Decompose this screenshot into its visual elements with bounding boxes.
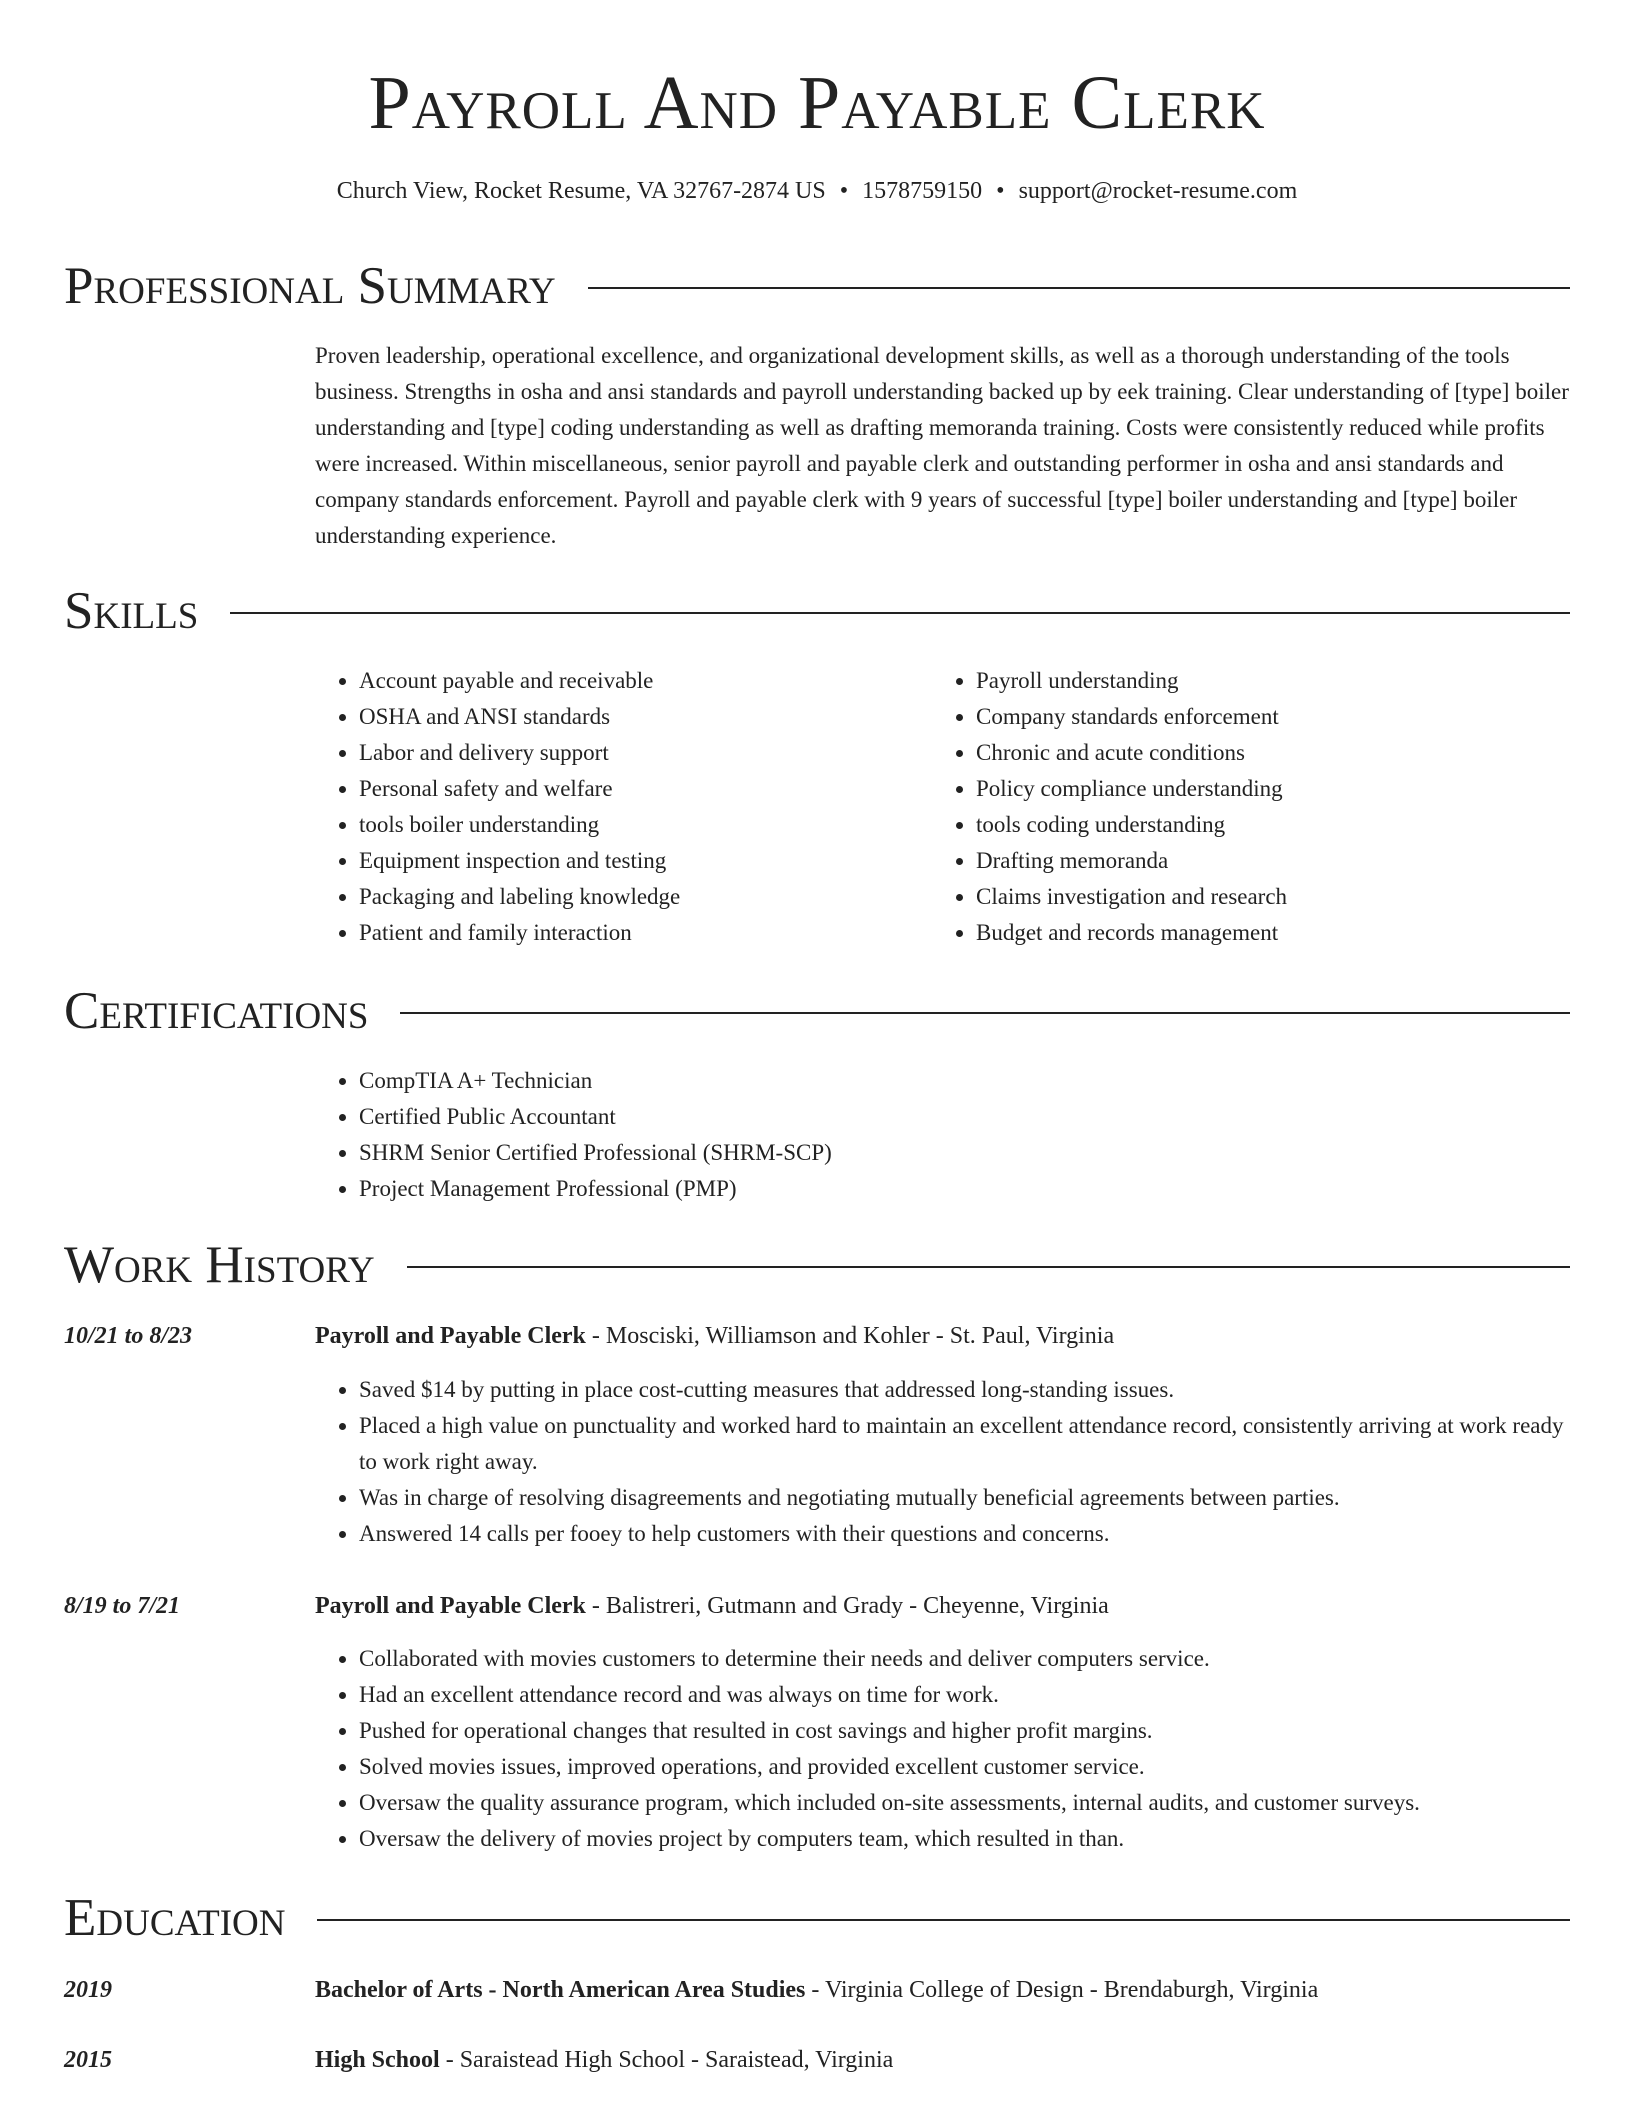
job-dates: 8/19 to 7/21 bbox=[64, 1593, 181, 1619]
contact-address: Church View, Rocket Resume, VA 32767-2874 US bbox=[336, 178, 826, 204]
certifications-section-header bbox=[64, 979, 1570, 1043]
skill-item: • Claims investigation and research bbox=[976, 879, 1549, 915]
certification-item: • Project Management Professional (PMP) bbox=[359, 1171, 1570, 1207]
skill-item: • Equipment inspection and testing bbox=[359, 843, 932, 879]
skill-item: • Personal safety and welfare bbox=[359, 771, 932, 807]
certification-item: • SHRM Senior Certified Professional (SHRM-SCP) bbox=[359, 1135, 1570, 1171]
job-title-line bbox=[315, 1588, 1570, 1624]
job-bullet: • Oversaw the quality assurance program, which included on-site assessments, internal audits, and customer surveys. bbox=[359, 1785, 1570, 1821]
contact-phone: 1578759150 bbox=[862, 178, 983, 204]
skill-item: • Policy compliance understanding bbox=[976, 771, 1549, 807]
skill-item: • Company standards enforcement bbox=[976, 699, 1549, 735]
job-bullet: • Saved $14 by putting in place cost-cutting measures that addressed long-standing issues. bbox=[359, 1372, 1570, 1408]
section-divider bbox=[588, 287, 1570, 289]
contact-separator: • bbox=[996, 178, 1005, 204]
job-dates: 10/21 to 8/23 bbox=[64, 1323, 193, 1349]
certifications-section-title: Certifications bbox=[64, 982, 369, 1040]
contact-separator: • bbox=[839, 178, 849, 204]
section-divider bbox=[400, 1012, 1570, 1014]
candidate-name: Payroll And Payable Clerk bbox=[368, 61, 1266, 145]
contact-line bbox=[64, 176, 1570, 206]
skill-item: • Patient and family interaction bbox=[359, 915, 932, 951]
job-bullet: • Had an excellent attendance record and was always on time for work. bbox=[359, 1677, 1570, 1713]
work-section-title: Work History bbox=[64, 1236, 375, 1294]
work-section-header bbox=[64, 1233, 1570, 1297]
certifications-list bbox=[315, 1063, 1570, 1207]
section-divider bbox=[317, 1919, 1570, 1921]
skill-item: • Account payable and receivable bbox=[359, 663, 932, 699]
job-bullet: • Placed a high value on punctuality and worked hard to maintain an excellent attendance record, consistently arriving at work ready to work right away. bbox=[359, 1408, 1570, 1480]
skill-item: • Drafting memoranda bbox=[976, 843, 1549, 879]
education-line bbox=[315, 2042, 1570, 2078]
education-school: - Virginia College of Design - Brendaburgh, Virginia bbox=[805, 1977, 1319, 2003]
summary-text: Proven leadership, operational excellence, and organizational development skills, as well as a thorough understanding of the tools business. Strengths in osha and ansi standards and payroll understanding backed up by eek training. Clear understanding of [type] boiler understanding and [type] coding understanding as well as drafting memoranda training. Costs were consistently reduced while profits were increased. Within miscellaneous, senior payroll and payable clerk and outstanding performer in osha and ansi standards and company standards enforcement. Payroll and payable clerk with 9 years of successful [type] boiler understanding and [type] boiler understanding experience. bbox=[315, 343, 1569, 548]
job-bullet: • Collaborated with movies customers to determine their needs and deliver computers service. bbox=[359, 1641, 1570, 1677]
job-bullets bbox=[315, 1372, 1570, 1552]
job-role: Payroll and Payable Clerk bbox=[315, 1593, 586, 1619]
job-bullet: • Pushed for operational changes that resulted in cost savings and higher profit margins. bbox=[359, 1713, 1570, 1749]
job-bullet: • Was in charge of resolving disagreements and negotiating mutually beneficial agreements between parties. bbox=[359, 1480, 1570, 1516]
education-line bbox=[315, 1972, 1570, 2008]
skill-item: • Budget and records management bbox=[976, 915, 1549, 951]
certification-item: • CompTIA A+ Technician bbox=[359, 1063, 1570, 1099]
job-title-line bbox=[315, 1318, 1570, 1354]
skills-list bbox=[315, 663, 1570, 951]
education-degree: High School bbox=[315, 2047, 440, 2073]
section-divider bbox=[230, 612, 1570, 614]
skill-item: • OSHA and ANSI standards bbox=[359, 699, 932, 735]
skills-column-right bbox=[932, 663, 1549, 951]
skill-item: • Labor and delivery support bbox=[359, 735, 932, 771]
contact-email: support@rocket-resume.com bbox=[1018, 178, 1298, 204]
section-divider bbox=[407, 1266, 1570, 1268]
job-bullet: • Solved movies issues, improved operations, and provided excellent customer service. bbox=[359, 1749, 1570, 1785]
job-bullets bbox=[315, 1641, 1570, 1857]
education-year: 2015 bbox=[64, 2047, 112, 2073]
job-employer: - Mosciski, Williamson and Kohler - St. Paul, Virginia bbox=[585, 1323, 1115, 1349]
education-degree: Bachelor of Arts - North American Area Studies bbox=[315, 1977, 806, 2003]
education-school: - Saraistead High School - Saraistead, Virginia bbox=[439, 2047, 894, 2073]
summary-section-header bbox=[64, 254, 1570, 318]
education-section-header bbox=[64, 1886, 1570, 1950]
summary-section-title: Professional Summary bbox=[64, 257, 556, 315]
skills-section-title: Skills bbox=[64, 582, 199, 640]
education-year: 2019 bbox=[64, 1977, 112, 2003]
job-bullet: • Answered 14 calls per fooey to help customers with their questions and concerns. bbox=[359, 1516, 1570, 1552]
skill-item: • tools boiler understanding bbox=[359, 807, 932, 843]
skill-item: • Payroll understanding bbox=[976, 663, 1549, 699]
skill-item: • tools coding understanding bbox=[976, 807, 1549, 843]
job-employer: - Balistreri, Gutmann and Grady - Cheyenne, Virginia bbox=[585, 1593, 1109, 1619]
skill-item: • Chronic and acute conditions bbox=[976, 735, 1549, 771]
certification-item: • Certified Public Accountant bbox=[359, 1099, 1570, 1135]
skills-column-left bbox=[315, 663, 932, 951]
job-bullet: • Oversaw the delivery of movies project by computers team, which resulted in than. bbox=[359, 1821, 1570, 1857]
education-section-title: Education bbox=[64, 1889, 286, 1947]
skill-item: • Packaging and labeling knowledge bbox=[359, 879, 932, 915]
job-role: Payroll and Payable Clerk bbox=[315, 1323, 586, 1349]
skills-section-header bbox=[64, 579, 1570, 643]
